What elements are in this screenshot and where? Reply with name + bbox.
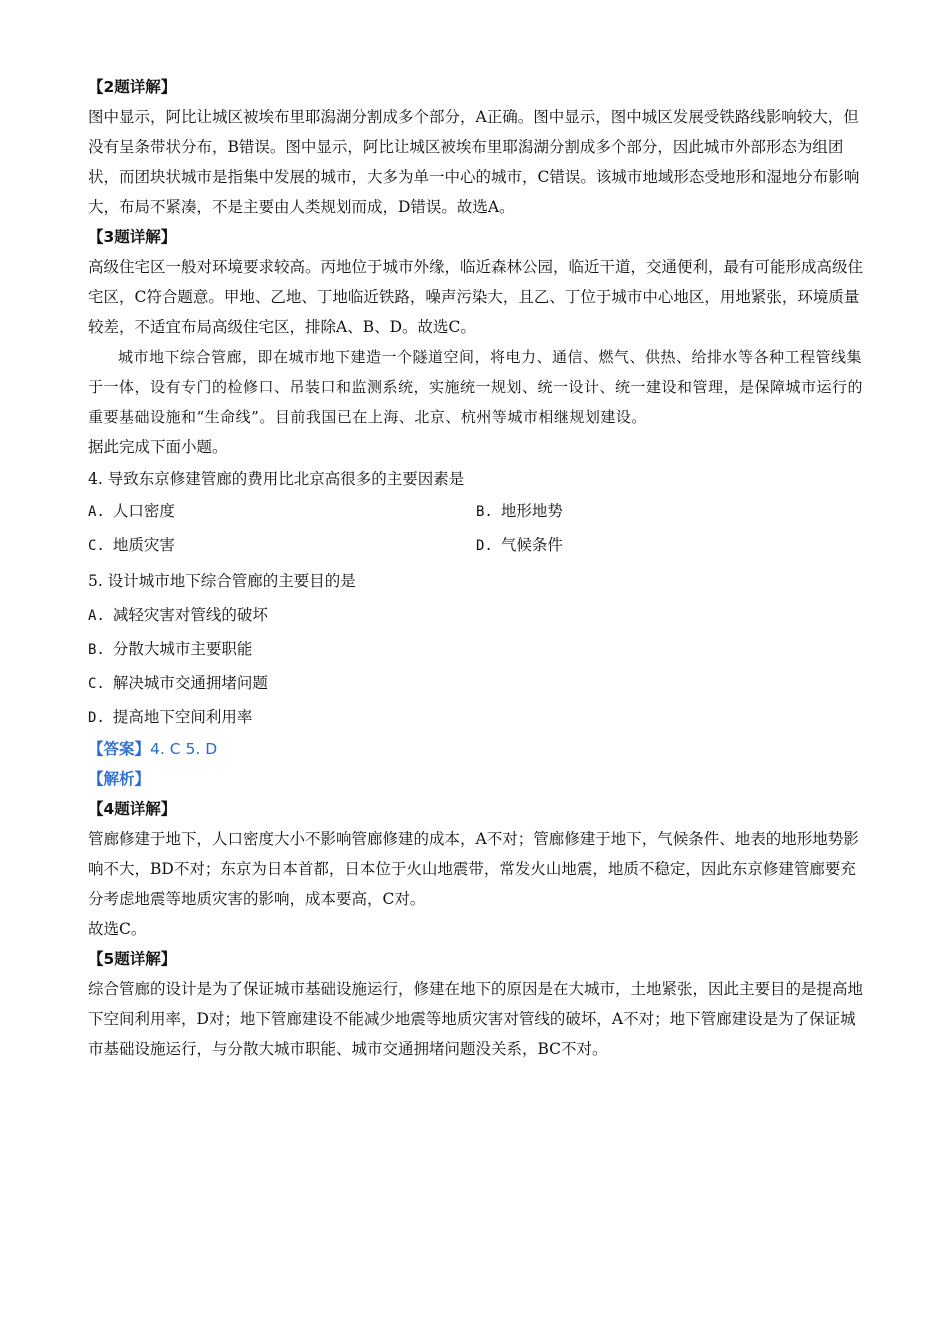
question-4-option-d <box>476 530 864 564</box>
option-letter: A. <box>88 504 105 520</box>
option-text: 地质灾害 <box>112 536 175 554</box>
option-text: 减轻灾害对管线的破坏 <box>112 606 268 624</box>
option-text: 提高地下空间利用率 <box>112 708 253 726</box>
option-letter: C. <box>88 676 105 692</box>
question-5-option-c <box>88 666 870 700</box>
q2-heading: 【2题详解】 <box>88 78 177 96</box>
question-4-option-a <box>88 496 476 530</box>
analysis-label: 【解析】 <box>88 770 151 788</box>
q5-explanation: 综合管廊的设计是为了保证城市基础设施运行，修建在地下的原因是在大城市，土地紧张，因此主要目的是提高地下空间利用率，D对；地下管廊建设不能减少地震等地质灾害对管线的破坏，A不对；地下管廊建设是为了保证城市基础设施运行，与分散大城市职能、城市交通拥堵问题没关系，BC不对。 <box>88 980 864 1058</box>
q4-heading: 【4题详解】 <box>88 800 177 818</box>
option-letter: C. <box>88 538 105 554</box>
question-4-stem: 4. 导致东京修建管廊的费用比北京高很多的主要因素是 <box>88 470 465 488</box>
passage-instruction: 据此完成下面小题。 <box>88 438 228 456</box>
document-page <box>88 72 870 1064</box>
option-text: 气候条件 <box>500 536 563 554</box>
q2-explanation: 图中显示，阿比让城区被埃布里耶潟湖分割成多个部分，A正确。图中显示，图中城区发展受铁路线影响较大，但没有呈条带状分布，B错误。图中显示，阿比让城区被埃布里耶潟湖分割成多个部分，因此城市外部形态为组团状，而团块状城市是指集中发展的城市，大多为单一中心的城市，C错误。该城市地域形态受地形和湿地分布影响大，布局不紧凑，不是主要由人类规划而成，D错误。故选A。 <box>88 108 860 216</box>
q3-heading: 【3题详解】 <box>88 228 177 246</box>
option-letter: B. <box>476 504 493 520</box>
option-letter: B. <box>88 642 105 658</box>
q3-explanation: 高级住宅区一般对环境要求较高。丙地位于城市外缘，临近森林公园，临近干道，交通便利，最有可能形成高级住宅区，C符合题意。甲地、乙地、丁地临近铁路，噪声污染大，且乙、丁位于城市中心地区，用地紧张，环境质量较差，不适宜布局高级住宅区，排除A、B、D。故选C。 <box>88 258 864 336</box>
answer-line <box>88 734 870 764</box>
option-letter: A. <box>88 608 105 624</box>
question-5-stem: 5. 设计城市地下综合管廊的主要目的是 <box>88 572 356 590</box>
q4-explanation: 管廊修建于地下，人口密度大小不影响管廊修建的成本，A不对；管廊修建于地下，气候条件、地表的地形地势影响不大，BD不对；东京为日本首都，日本位于火山地震带，常发火山地震，地质不稳定，因此东京修建管廊要充分考虑地震等地质灾害的影响，成本要高，C对。 <box>88 830 859 908</box>
option-text: 人口密度 <box>112 502 175 520</box>
question-5-option-b <box>88 632 870 666</box>
question-4-options-row-1 <box>88 496 870 530</box>
option-letter: D. <box>476 538 493 554</box>
q5-heading: 【5题详解】 <box>88 950 177 968</box>
analysis-line <box>88 764 870 794</box>
question-4-options-row-2 <box>88 530 870 564</box>
question-4-option-c <box>88 530 476 564</box>
passage-text: 城市地下综合管廊，即在城市地下建造一个隧道空间，将电力、通信、燃气、供热、给排水等各种工程管线集于一体，设有专门的检修口、吊装口和监测系统，实施统一规划、统一设计、统一建设和管理，是保障城市运行的重要基础设施和“生命线”。目前我国已在上海、北京、杭州等城市相继规划建设。 <box>88 348 864 426</box>
question-5-option-a <box>88 598 870 632</box>
option-text: 地形地势 <box>500 502 563 520</box>
answer-text: 4. C 5. D <box>150 740 218 758</box>
option-text: 分散大城市主要职能 <box>112 640 253 658</box>
question-4-option-b <box>476 496 864 530</box>
option-letter: D. <box>88 710 105 726</box>
question-5-option-d <box>88 700 870 734</box>
q4-conclusion: 故选C。 <box>88 920 147 938</box>
answer-label: 【答案】 <box>88 740 151 758</box>
option-text: 解决城市交通拥堵问题 <box>112 674 268 692</box>
